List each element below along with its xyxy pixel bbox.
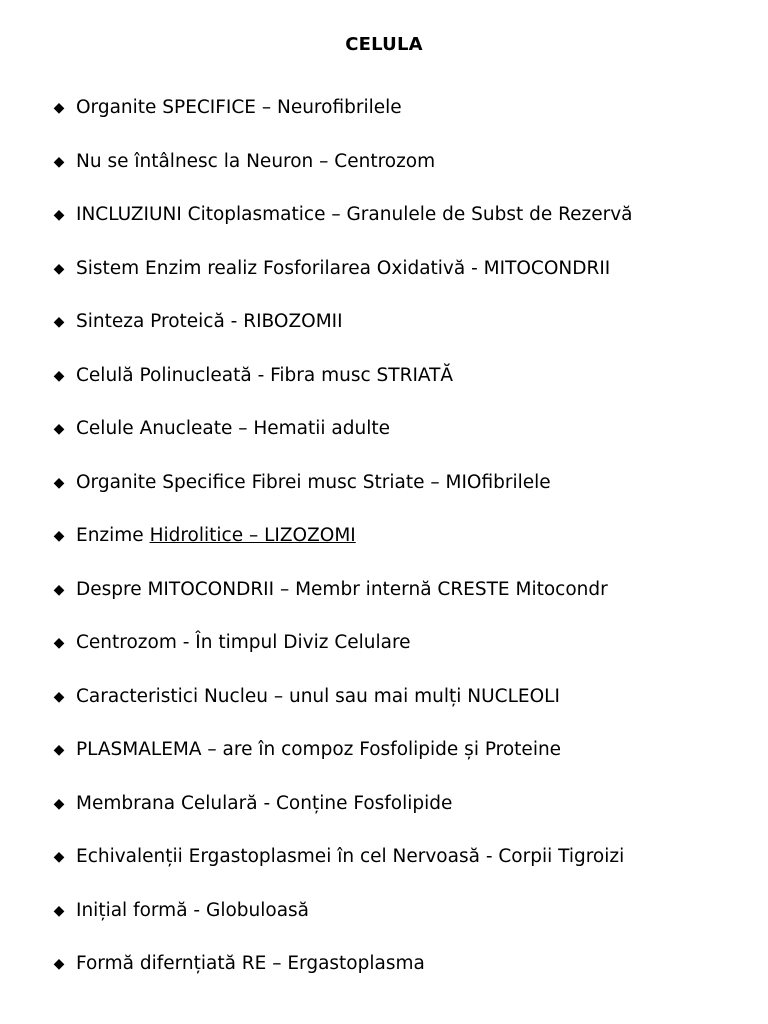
list-item: [0, 415, 768, 469]
item-text: PLASMALEMA – are în compoz Fosfolipide și Proteine: [76, 739, 562, 760]
list-item: [0, 308, 768, 362]
list-item: [0, 629, 768, 683]
diamond-bullet-icon: ◆: [53, 153, 65, 170]
list-item: [0, 201, 768, 255]
list-item: [0, 522, 768, 576]
diamond-bullet-icon: ◆: [53, 100, 65, 116]
bullet-list: [0, 94, 768, 1004]
item-text: INCLUZIUNI Citoplasmatice – Granulele de Subst de Rezervă: [76, 204, 633, 225]
list-item: [0, 148, 768, 202]
diamond-bullet-icon: ◆: [53, 528, 65, 544]
page-title: CELULA: [345, 34, 423, 55]
list-item: [0, 683, 768, 737]
item-text: Organite Specifice Fibrei musc Striate – MIOfibrilele: [76, 471, 551, 493]
list-item: [0, 736, 768, 790]
item-text: Caracteristici Nucleu – unul sau mai mulți NUCLEOLI: [76, 685, 560, 707]
item-text: Centrozom - În timpul Diviz Celulare: [76, 632, 411, 653]
item-text: Organite SPECIFICE – Neurofibrilele: [76, 97, 402, 118]
item-text: Membrana Celulară - Conține Fosfolipide: [76, 792, 453, 814]
item-text: Sistem Enzim realiz Fosforilarea Oxidativă - MITOCONDRII: [76, 257, 611, 279]
item-text: Nu se întâlnesc la Neuron – Centrozom: [76, 150, 436, 172]
diamond-bullet-icon: ◆: [53, 421, 65, 437]
list-item: [0, 790, 768, 844]
item-text: Echivalenții Ergastoplasmei în cel Nervoasă - Corpii Tigroizi: [76, 846, 625, 867]
diamond-bullet-icon: ◆: [53, 956, 65, 972]
list-item: [0, 897, 768, 951]
item-text: Sinteza Proteică - RIBOZOMII: [76, 311, 343, 332]
item-text-underlined: Hidrolitice – LIZOZOMI: [149, 525, 356, 546]
diamond-bullet-icon: ◆: [53, 581, 65, 598]
diamond-bullet-icon: ◆: [53, 635, 65, 651]
item-text: Formă difernțiată RE – Ergastoplasma: [76, 953, 425, 974]
diamond-bullet-icon: ◆: [53, 795, 65, 812]
item-text: Despre MITOCONDRII – Membr internă CRESTE Mitocondr: [76, 578, 608, 600]
item-text: Inițial formă - Globuloasă: [76, 899, 310, 921]
diamond-bullet-icon: ◆: [53, 688, 65, 705]
diamond-bullet-icon: ◆: [53, 207, 65, 223]
list-item: [0, 94, 768, 148]
diamond-bullet-icon: ◆: [53, 849, 65, 865]
list-item: [0, 255, 768, 309]
diamond-bullet-icon: ◆: [53, 367, 65, 384]
list-item: [0, 362, 768, 416]
item-text: Celule Anucleate – Hematii adulte: [76, 418, 390, 439]
list-item: [0, 843, 768, 897]
diamond-bullet-icon: ◆: [53, 474, 65, 491]
list-item: [0, 469, 768, 523]
diamond-bullet-icon: ◆: [53, 314, 65, 330]
list-item: [0, 576, 768, 630]
item-text: Celulă Polinucleată - Fibra musc STRIATĂ: [76, 364, 454, 386]
list-item: [0, 950, 768, 1004]
diamond-bullet-icon: ◆: [53, 902, 65, 919]
diamond-bullet-icon: ◆: [53, 260, 65, 277]
item-text: Enzime: [76, 525, 150, 546]
diamond-bullet-icon: ◆: [53, 742, 65, 758]
